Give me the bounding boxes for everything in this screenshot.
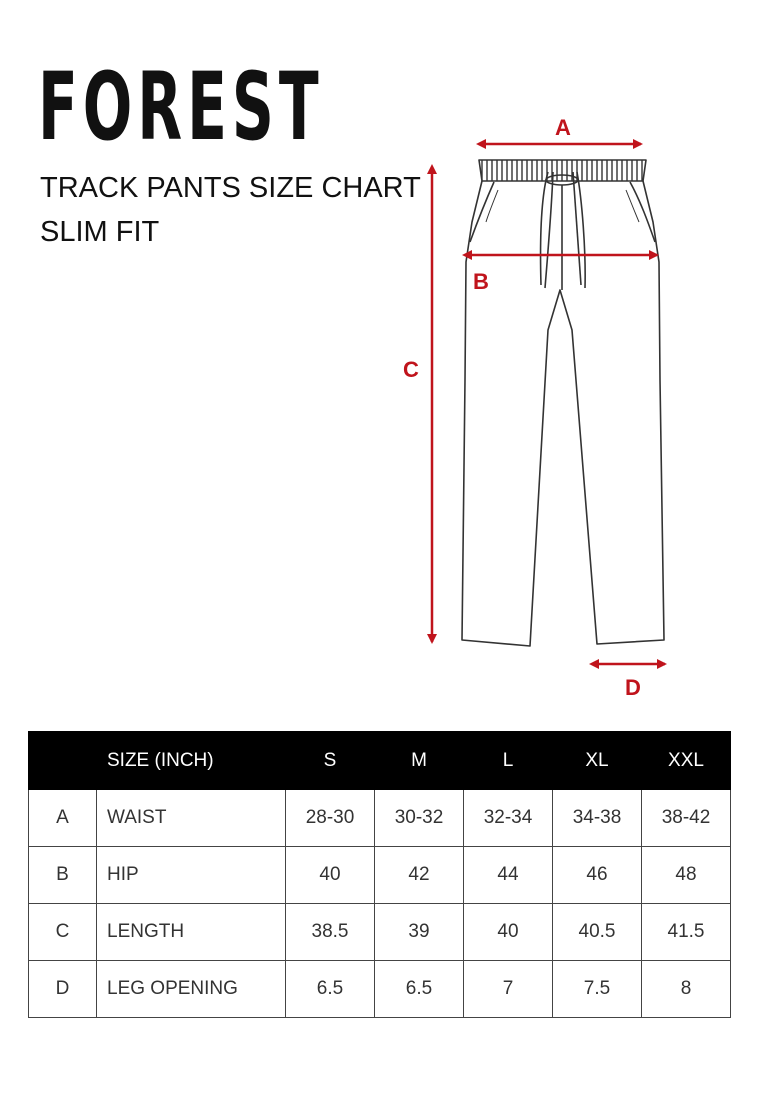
row-name: LENGTH	[97, 904, 286, 961]
header-size: XL	[553, 732, 642, 790]
row-name: LEG OPENING	[97, 961, 286, 1018]
row-name: HIP	[97, 847, 286, 904]
header-size: XXL	[642, 732, 731, 790]
table-cell: 42	[375, 847, 464, 904]
row-key: B	[29, 847, 97, 904]
table-cell: 44	[464, 847, 553, 904]
table-cell: 46	[553, 847, 642, 904]
table-cell: 38-42	[642, 790, 731, 847]
table-cell: 38.5	[286, 904, 375, 961]
table-cell: 39	[375, 904, 464, 961]
table-cell: 7.5	[553, 961, 642, 1018]
fit-label: SLIM FIT	[40, 216, 160, 248]
brand-logo: FOREST	[38, 53, 324, 162]
table-cell: 28-30	[286, 790, 375, 847]
row-key: A	[29, 790, 97, 847]
header-size: S	[286, 732, 375, 790]
table-row	[29, 790, 731, 847]
table-cell: 48	[642, 847, 731, 904]
table-cell: 6.5	[286, 961, 375, 1018]
header-size: L	[464, 732, 553, 790]
row-key: D	[29, 961, 97, 1018]
size-table	[28, 731, 731, 1018]
table-cell: 32-34	[464, 790, 553, 847]
table-cell: 8	[642, 961, 731, 1018]
table-cell: 30-32	[375, 790, 464, 847]
row-key: C	[29, 904, 97, 961]
table-cell: 7	[464, 961, 553, 1018]
pants-outline	[462, 160, 664, 646]
label-d: D	[625, 675, 641, 700]
table-row	[29, 847, 731, 904]
table-cell: 34-38	[553, 790, 642, 847]
table-cell: 40.5	[553, 904, 642, 961]
table-row	[29, 904, 731, 961]
table-row	[29, 961, 731, 1018]
label-a: A	[555, 115, 571, 140]
header-size: M	[375, 732, 464, 790]
label-b: B	[473, 269, 489, 294]
table-cell: 40	[286, 847, 375, 904]
header-size-label: SIZE (INCH)	[97, 732, 286, 790]
table-cell: 6.5	[375, 961, 464, 1018]
page-title: TRACK PANTS SIZE CHART	[40, 172, 421, 204]
row-name: WAIST	[97, 790, 286, 847]
table-cell: 41.5	[642, 904, 731, 961]
table-header-row	[29, 732, 731, 790]
table-cell: 40	[464, 904, 553, 961]
header-key-cell	[29, 732, 97, 790]
label-c: C	[403, 357, 419, 382]
